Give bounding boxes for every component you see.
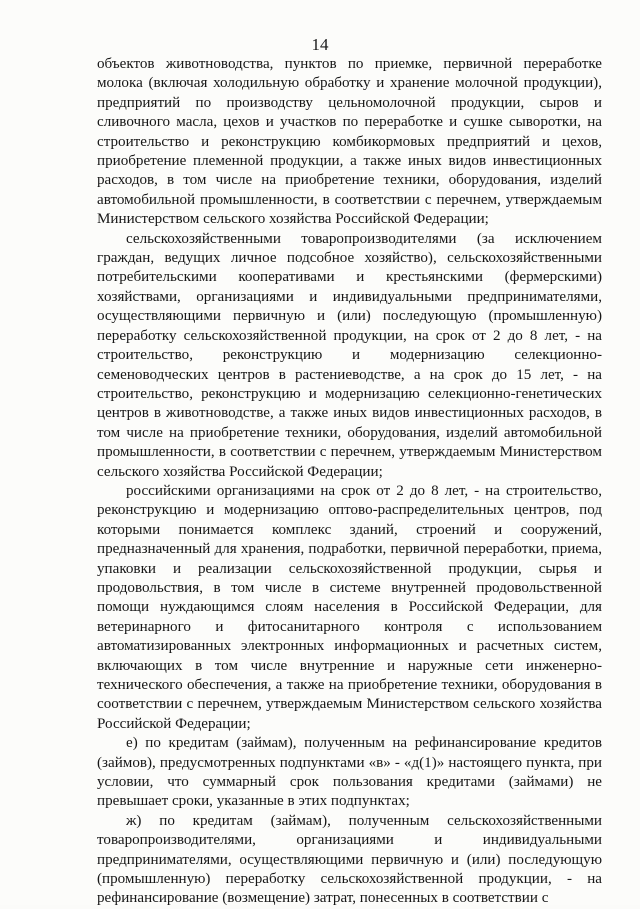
- paragraph-russian-organizations: российскими организациями на срок от 2 до 8 лет, - на строительство, реконструкцию и модернизацию оптово-распределительных центров, под которыми понимается комплекс зданий, строений и сооружений, предназначенный для хранения, подработки, первичной переработки, приема, упаковки и реализации сельскохозяйственной продукции, сырья и продовольствия, в том числе в системе внутренней продовольственной помощи нуждающимся слоям населения в Российской Федерации, для ветеринарного и фитосанитарного контроля с использованием автоматизированных электронных информационных и расчетных систем, включающих в том числе внутренние и наружные сети инженерно-технического обеспечения, а также на приобретение техники, оборудования в соответствии с перечнем, утверждаемым Министерством сельского хозяйства Российской Федерации;: [97, 482, 602, 732]
- paragraph-agricultural-producers: сельскохозяйственными товаропроизводителями (за исключением граждан, ведущих личное подсобное хозяйство), сельскохозяйственными потребительскими кооперативами и крестьянскими (фермерскими) хозяйствами, организациями и индивидуальными предпринимателями, осуществляющими первичную и (или) последующую (промышленную) переработку сельскохозяйственной продукции, на срок от 2 до 8 лет, - на строительство, реконструкцию и модернизацию селекционно-семеноводческих центров в растениеводстве, а на срок до 15 лет, - на строительство, реконструкцию и модернизацию селекционно-генетических центров в животноводстве, а также иных видов инвестиционных расходов, в том числе на приобретение техники, оборудования, изделий автомобильной промышленности, в соответствии с перечнем, утверждаемым Министерством сельского хозяйства Российской Федерации;: [97, 230, 602, 480]
- document-body: [97, 55, 602, 909]
- paragraph-continuation: объектов животноводства, пунктов по приемке, первичной переработке молока (включая холодильную обработку и хранение молочной продукции), предприятий по производству цельномолочной продукции, сыров и сливочного масла, цехов и участков по переработке и сушке сыворотки, на строительство и реконструкцию комбикормовых предприятий и цехов, приобретение племенной продукции, а также иных видов инвестиционных расходов, в том числе на приобретение техники, оборудования, изделий автомобильной промышленности, в соответствии с перечнем, утверждаемым Министерством сельского хозяйства Российской Федерации;: [97, 56, 602, 228]
- page-number: 14: [311, 35, 329, 54]
- paragraph-subitem-zh: ж) по кредитам (займам), полученным сельскохозяйственными товаропроизводителями, организациями и индивидуальными предпринимателями, осуществляющими первичную и (или) последующую (промышленную) переработку сельскохозяйственной продукции, - на рефинансирование (возмещение) затрат, понесенных в соответствии с: [97, 812, 602, 907]
- paragraph-subitem-e: е) по кредитам (займам), полученным на рефинансирование кредитов (займов), предусмотренных подпунктами «в» - «д(1)» настоящего пункта, при условии, что суммарный срок пользования кредитами (займами) не превышает сроки, указанные в этих подпунктах;: [97, 735, 602, 810]
